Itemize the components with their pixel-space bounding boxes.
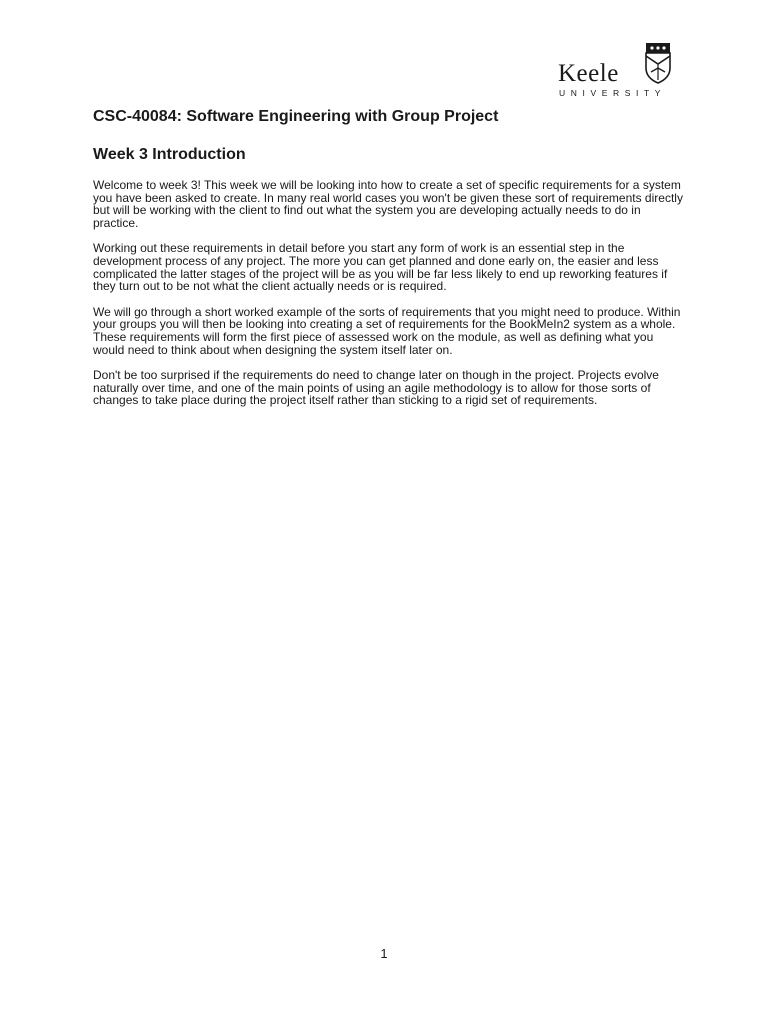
paragraph-3: We will go through a short worked example of the sorts of requirements that you might need to produce. Within your groups you will then be looking into creating a set of requirements for the BookMeIn2 system as a whole. These requirements will form the first piece of assessed work on the module, as well as defining what you would need to think about when designing the system itself later on. (93, 304, 681, 357)
logo-wordmark: Keele (558, 60, 619, 87)
keele-crest-icon (643, 42, 673, 84)
document-body (93, 107, 683, 407)
logo-university-text: UNIVERSITY (559, 88, 667, 98)
paragraph-2: Working out these requirements in detail before you start any form of work is an essential step in the development process of any project. The more you can get planned and done early on, the easier and less complicated the latter stages of the project will be as you will be far less likely to end up reworking features if they turn out to be not what the client actually needs or is required. (93, 241, 668, 294)
document-subtitle: Week 3 Introduction (93, 146, 246, 163)
paragraph-1: Welcome to week 3! This week we will be looking into how to create a set of specific requirements for a system you have been asked to create. In many real world cases you won't be given these sort of requirements directly but will be working with the client to find out what the system you are developing actually needs to do in practice. (93, 178, 683, 230)
keele-university-logo (556, 42, 676, 100)
page-number: 1 (380, 946, 388, 961)
document-title: CSC-40084: Software Engineering with Group Project (93, 108, 499, 125)
paragraph-4: Don't be too surprised if the requirements do need to change later on though in the project. Projects evolve naturally over time, and one of the main points of using an agile methodology is to allow for those sorts of changes to take place during the project itself rather than sticking to a rigid set of requirements. (93, 368, 659, 408)
